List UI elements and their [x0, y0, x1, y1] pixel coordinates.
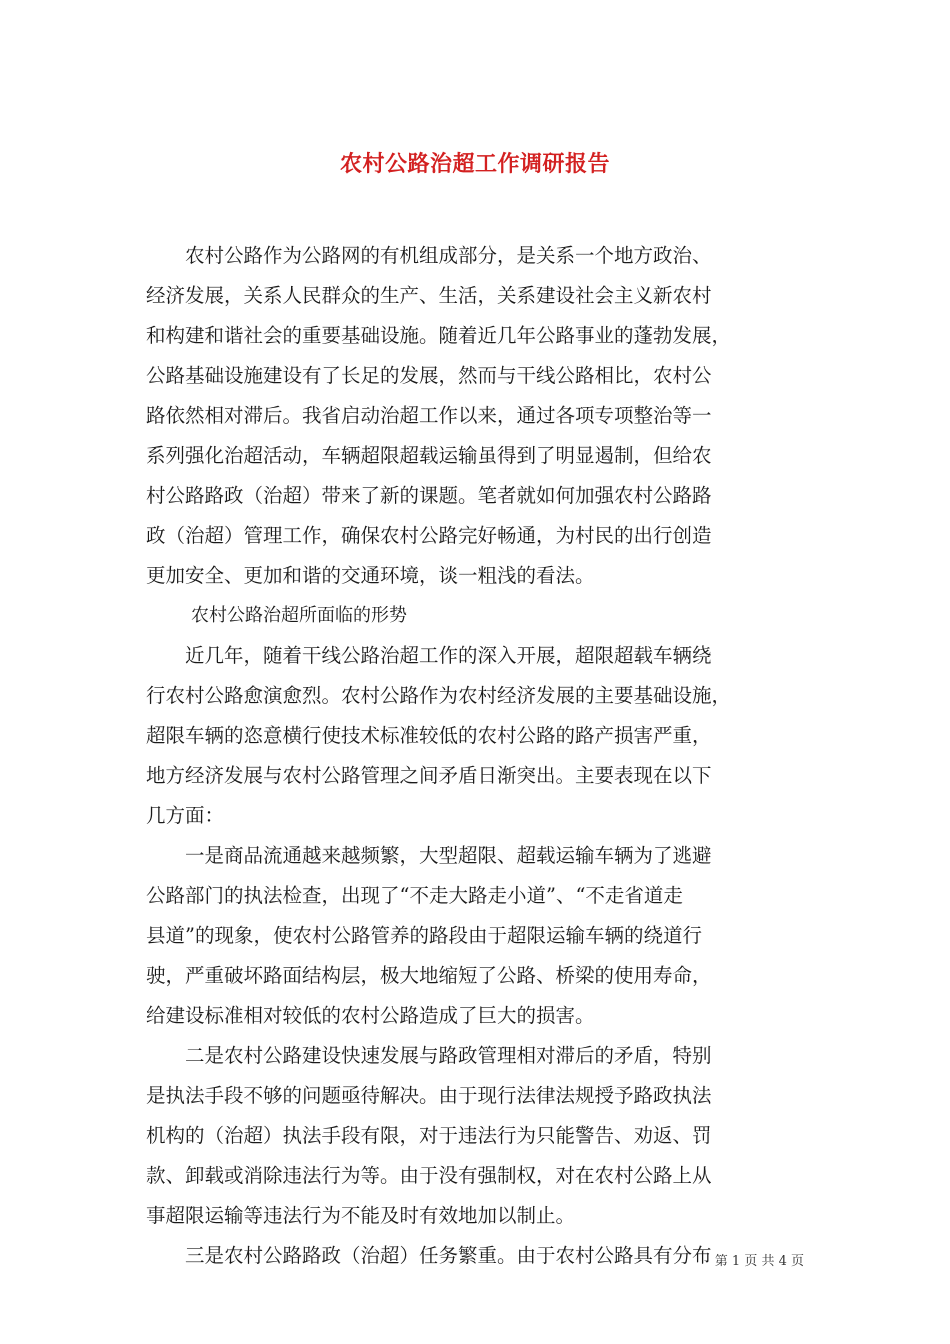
paragraph-point-one: 一是商品流通越来越频繁，大型超限、超载运输车辆为了逃避 公路部门的执法检查，出现了“不走大路走小道”、“不走省道走 县道”的现象，使农村公路管养的路段由于超限运输车辆的绕道行 驶，严重破坏路面结构层，极大地缩短了公路、桥梁的使用寿命， 给建设标准相对较低的农村公路造成了巨大的损害。: [146, 844, 712, 1027]
section-heading: 农村公路治超所面临的形势: [191, 605, 407, 626]
paragraph-point-two: 二是农村公路建设快速发展与路政管理相对滞后的矛盾，特别 是执法手段不够的问题亟待解决。由于现行法律法规授予路政执法 机构的（治超）执法手段有限，对于违法行为只能警告、劝返、罚 款、卸载或消除违法行为等。由于没有强制权，对在农村公路上从 事超限运输等违法行为不能及时有效地加以制止。: [146, 1044, 712, 1227]
page-footer: 第 1 页 共 4 页: [714, 1254, 804, 1269]
paragraph-situation: 近几年，随着干线公路治超工作的深入开展，超限超载车辆绕 行农村公路愈演愈烈。农村公路作为农村经济发展的主要基础设施， 超限车辆的恣意横行使技术标准较低的农村公路的路产损害严重， 地方经济发展与农村公路管理之间矛盾日渐突出。主要表现在以下 几方面：: [146, 644, 732, 827]
body-text: [146, 236, 806, 1276]
paragraph-point-three: 三是农村公路路政（治超）任务繁重。由于农村公路具有分布: [185, 1244, 712, 1267]
page-title: 农村公路治超工作调研报告: [339, 150, 610, 177]
paragraph-intro: 农村公路作为公路网的有机组成部分，是关系一个地方政治、 经济发展，关系人民群众的生产、生活，关系建设社会主义新农村 和构建和谐社会的重要基础设施。随着近几年公路事业的蓬勃发展， 公路基础设施建设有了长足的发展，然而与干线公路相比，农村公 路依然相对滞后。我省启动治超工作以来，通过各项专项整治等一 系列强化治超活动，车辆超限超载运输虽得到了明显遏制，但给农 村公路路政（治超）带来了新的课题。笔者就如何加强农村公路路 政（治超）管理工作，确保农村公路完好畅通，为村民的出行创造 更加安全、更加和谐的交通环境，谈一粗浅的看法。: [146, 244, 732, 587]
